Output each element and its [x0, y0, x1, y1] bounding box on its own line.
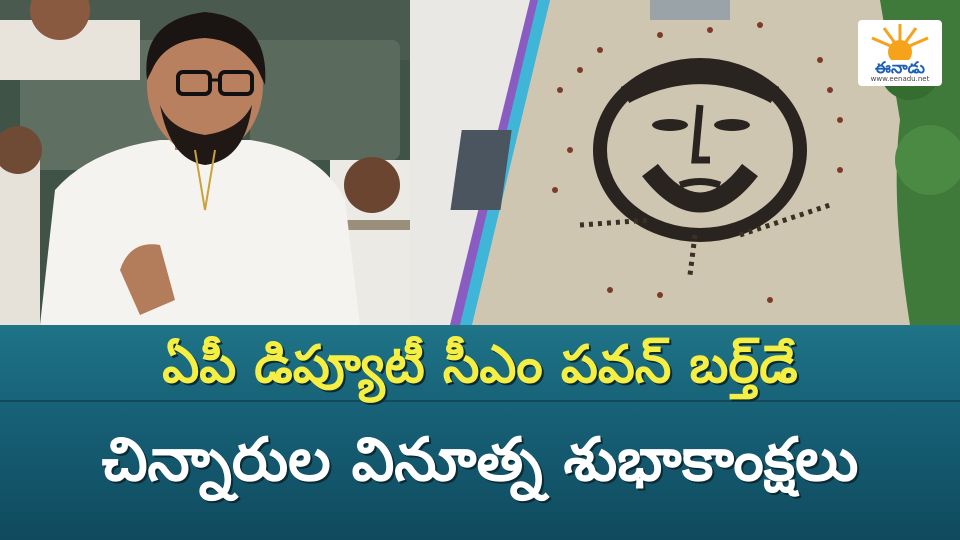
logo-name: ఈనాడు — [875, 58, 925, 77]
logo-url: www.eenadu.net — [870, 75, 930, 83]
sun-logo-icon — [858, 20, 942, 60]
aerial-photo — [410, 0, 960, 325]
eenadu-logo — [858, 20, 942, 86]
speaker-photo — [0, 0, 410, 325]
headline-line-2: చిన్నారుల వినూత్న శుభాకాంక్షలు — [101, 425, 859, 495]
headline-line-1: ఏపీ డిప్యూటీ సీఎం పవన్ బర్త్‌డే — [162, 335, 798, 395]
speaker-illustration — [0, 0, 410, 325]
band-divider — [0, 400, 960, 402]
